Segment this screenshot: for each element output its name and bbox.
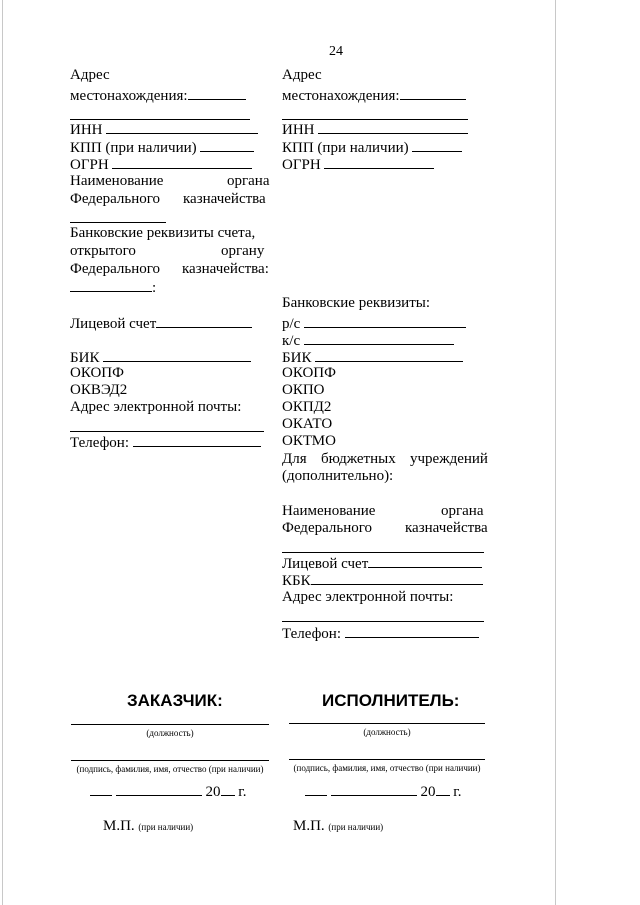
contractor-title: ИСПОЛНИТЕЛЬ: bbox=[322, 691, 460, 710]
left-bank-req-colon: : bbox=[152, 280, 157, 296]
right-budget-label-2: (дополнительно): bbox=[282, 468, 394, 484]
right-ogrn-label: ОГРН bbox=[282, 157, 321, 173]
left-inn-field[interactable] bbox=[106, 120, 258, 134]
right-budget-label-1b: бюджетных bbox=[321, 451, 396, 467]
right-phone-label: Телефон: bbox=[282, 626, 341, 642]
left-ogrn-field[interactable] bbox=[112, 155, 252, 169]
contractor-date-month[interactable] bbox=[331, 782, 417, 796]
right-address-row bbox=[282, 86, 466, 105]
right-bik-field[interactable] bbox=[315, 348, 463, 362]
contractor-date-year: 20 bbox=[420, 784, 436, 800]
left-email-field[interactable] bbox=[70, 431, 264, 432]
left-bank-req-field[interactable] bbox=[70, 278, 152, 292]
contractor-date-g: г. bbox=[453, 784, 462, 800]
right-treasury-label-2a: Федерального bbox=[282, 520, 373, 536]
left-treasury-label-2a: Федерального bbox=[70, 191, 161, 207]
left-inn-row bbox=[70, 120, 258, 139]
right-budget-label-1a: Для bbox=[282, 451, 307, 467]
left-address-field[interactable] bbox=[188, 86, 246, 100]
right-kpp-field[interactable] bbox=[412, 138, 462, 152]
right-ogrn-field[interactable] bbox=[324, 155, 434, 169]
customer-date-year-field[interactable] bbox=[221, 782, 235, 796]
right-treasury-field[interactable] bbox=[282, 552, 484, 553]
customer-stamp-note: (при наличии) bbox=[138, 822, 194, 832]
customer-date-year: 20 bbox=[205, 784, 221, 800]
left-email-label: Адрес электронной почты: bbox=[70, 399, 242, 415]
left-personal-account-row bbox=[70, 314, 252, 333]
right-personal-account-label: Лицевой счет bbox=[282, 556, 369, 572]
right-rs-field[interactable] bbox=[304, 314, 466, 328]
right-okpd2-label: ОКПД2 bbox=[282, 399, 332, 415]
right-ks-field[interactable] bbox=[304, 331, 454, 345]
left-okopf-label: ОКОПФ bbox=[70, 365, 124, 381]
left-bank-req-label-3b: казначейства: bbox=[182, 261, 269, 277]
page-border-left bbox=[2, 0, 3, 905]
right-treasury-label-1a: Наименование bbox=[282, 503, 376, 519]
right-okopf-label: ОКОПФ bbox=[282, 365, 336, 381]
left-phone-row bbox=[70, 433, 261, 452]
left-treasury-label-1b: органа bbox=[227, 173, 270, 189]
right-ks-label: к/с bbox=[282, 333, 301, 349]
right-oktmo-label: ОКТМО bbox=[282, 433, 336, 449]
customer-stamp-label: М.П. bbox=[103, 818, 135, 834]
right-email-field[interactable] bbox=[282, 621, 484, 622]
left-bik-label: БИК bbox=[70, 350, 100, 366]
right-budget-label-1c: учреждений bbox=[410, 451, 488, 467]
customer-signature-field[interactable] bbox=[71, 760, 269, 761]
left-okved2-label: ОКВЭД2 bbox=[70, 382, 128, 398]
left-phone-label: Телефон: bbox=[70, 435, 129, 451]
right-personal-account-field[interactable] bbox=[368, 554, 482, 568]
right-okato-label: ОКАТО bbox=[282, 416, 333, 432]
left-personal-account-label: Лицевой счет bbox=[70, 316, 157, 332]
customer-date bbox=[90, 782, 246, 801]
right-address-label-2: местонахождения: bbox=[282, 88, 400, 104]
right-email-label: Адрес электронной почты: bbox=[282, 589, 454, 605]
left-treasury-label-1a: Наименование bbox=[70, 173, 164, 189]
right-treasury-label-1b: органа bbox=[441, 503, 484, 519]
left-ogrn-label: ОГРН bbox=[70, 157, 109, 173]
left-kpp-field[interactable] bbox=[200, 138, 254, 152]
page-border-right bbox=[555, 0, 556, 905]
page-number: 24 bbox=[329, 44, 343, 59]
customer-date-g: г. bbox=[238, 784, 247, 800]
contractor-stamp-label: М.П. bbox=[293, 818, 325, 834]
customer-title: ЗАКАЗЧИК: bbox=[127, 691, 223, 710]
left-treasury-label-2b: казначейства bbox=[183, 191, 266, 207]
contractor-position-caption: (должность) bbox=[363, 727, 411, 737]
right-inn-row bbox=[282, 120, 468, 139]
customer-date-day[interactable] bbox=[90, 782, 112, 796]
right-kbk-label: КБК bbox=[282, 573, 311, 589]
contractor-date-day[interactable] bbox=[305, 782, 327, 796]
right-inn-field[interactable] bbox=[318, 120, 468, 134]
right-kpp-label: КПП (при наличии) bbox=[282, 140, 409, 156]
left-address-label: Адрес bbox=[70, 67, 110, 83]
left-bank-req-row bbox=[70, 278, 156, 297]
left-bank-req-label-1: Банковские реквизиты счета, bbox=[70, 225, 256, 241]
right-bank-req-label: Банковские реквизиты: bbox=[282, 295, 431, 311]
left-inn-label: ИНН bbox=[70, 122, 103, 138]
right-kbk-field[interactable] bbox=[311, 571, 483, 585]
left-address-row bbox=[70, 86, 246, 105]
right-phone-row bbox=[282, 624, 479, 643]
right-inn-label: ИНН bbox=[282, 122, 315, 138]
right-bik-label: БИК bbox=[282, 350, 312, 366]
right-address-field[interactable] bbox=[400, 86, 466, 100]
right-treasury-label-2b: казначейства bbox=[405, 520, 488, 536]
contractor-position-field[interactable] bbox=[289, 723, 485, 724]
left-treasury-field[interactable] bbox=[70, 222, 166, 223]
customer-position-caption: (должность) bbox=[146, 728, 194, 738]
customer-date-month[interactable] bbox=[116, 782, 202, 796]
left-personal-account-field[interactable] bbox=[156, 314, 252, 328]
right-phone-field[interactable] bbox=[345, 624, 479, 638]
left-phone-field[interactable] bbox=[133, 433, 261, 447]
left-kpp-label: КПП (при наличии) bbox=[70, 140, 197, 156]
contractor-stamp-note: (при наличии) bbox=[328, 822, 384, 832]
left-bik-field[interactable] bbox=[103, 348, 251, 362]
customer-stamp bbox=[103, 818, 193, 836]
left-bank-req-label-2b: органу bbox=[221, 243, 265, 259]
customer-signature-caption: (подпись, фамилия, имя, отчество (при наличии) bbox=[76, 764, 264, 774]
right-rs-label: р/с bbox=[282, 316, 301, 332]
contractor-signature-field[interactable] bbox=[289, 759, 485, 760]
left-bank-req-label-3a: Федерального bbox=[70, 261, 161, 277]
contractor-date-year-field[interactable] bbox=[436, 782, 450, 796]
right-ogrn-row bbox=[282, 155, 434, 174]
contractor-date bbox=[305, 782, 461, 801]
customer-position-field[interactable] bbox=[71, 724, 269, 725]
right-okpo-label: ОКПО bbox=[282, 382, 325, 398]
right-address-label: Адрес bbox=[282, 67, 322, 83]
left-bank-req-label-2a: открытого bbox=[70, 243, 136, 259]
right-kbk-row bbox=[282, 571, 483, 590]
left-address-label-2: местонахождения: bbox=[70, 88, 188, 104]
left-ogrn-row bbox=[70, 155, 252, 174]
contractor-signature-caption: (подпись, фамилия, имя, отчество (при наличии) bbox=[293, 763, 481, 773]
contractor-stamp bbox=[293, 818, 383, 836]
